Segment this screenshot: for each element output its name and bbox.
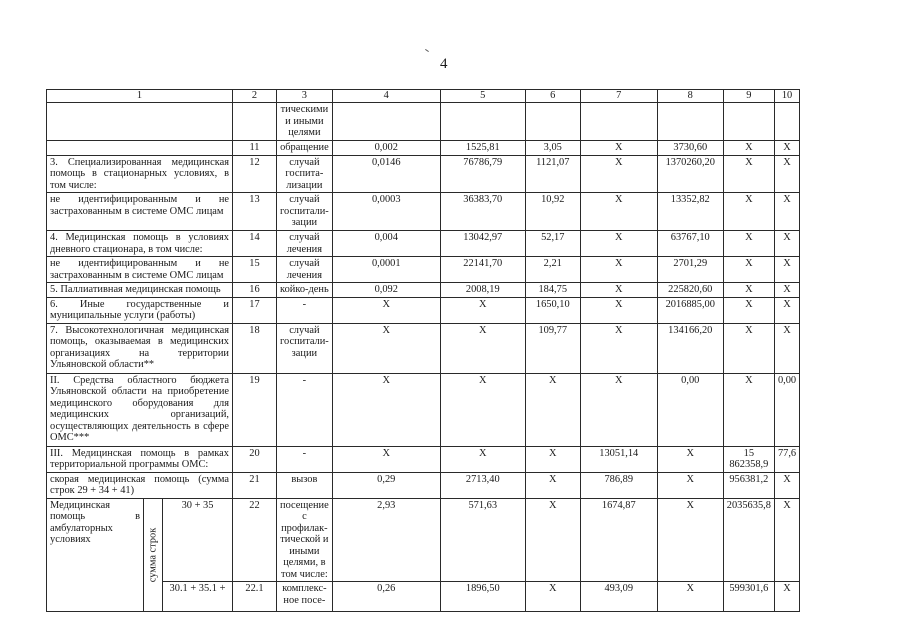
cell-value: X [657,446,723,472]
cell-row-no: 17 [233,297,277,323]
cell-value: 1896,50 [440,582,525,612]
cell-value: X [580,155,657,193]
cell-unit: посещение с профилак-тической и иными целями, в том числе: [277,498,333,582]
cell-row-no: 12 [233,155,277,193]
cell-value: X [580,231,657,257]
cell-value: X [774,498,799,582]
table-row [47,231,800,257]
cell-value: X [723,297,774,323]
cell-row-no: 18 [233,323,277,373]
header-cell: 4 [332,90,440,103]
cell-value: 493,09 [580,582,657,612]
header-cell: 1 [47,90,233,103]
cell-value: 0,00 [774,373,799,446]
cell-row-no: 11 [233,141,277,156]
cell-value: X [657,498,723,582]
cell-row-no: 19 [233,373,277,446]
cell-value [525,103,580,141]
cell-unit: случай лечения [277,257,333,283]
cell-unit: койко-день [277,283,333,298]
cell-value: X [525,498,580,582]
cell-value: 2008,19 [440,283,525,298]
cell-value: X [774,472,799,498]
cell-value: X [774,231,799,257]
cell-value: 225820,60 [657,283,723,298]
cell-value: X [580,193,657,231]
cell-value [332,103,440,141]
cell-value: X [774,297,799,323]
cell-value: X [332,297,440,323]
cell-value [580,103,657,141]
table-row [47,323,800,373]
cell-unit: - [277,297,333,323]
cell-value: 571,63 [440,498,525,582]
cell-value: 3730,60 [657,141,723,156]
table-row [47,103,800,141]
header-cell: 5 [440,90,525,103]
header-cell: 8 [657,90,723,103]
cell-row-no: 20 [233,446,277,472]
cell-value: X [440,446,525,472]
cell-value: 76786,79 [440,155,525,193]
table-row [47,283,800,298]
cell-unit: вызов [277,472,333,498]
cell-value: 2035635,8 [723,498,774,582]
cell-row-no: 22.1 [233,582,277,612]
cell-value: X [525,446,580,472]
cell-row-no: 16 [233,283,277,298]
cell-unit: обращение [277,141,333,156]
cell-name: 5. Паллиативная медицинская помощь [47,283,233,298]
cell-unit: тическими и иными целями [277,103,333,141]
cell-value: 599301,6 [723,582,774,612]
table-row [47,472,800,498]
cell-value: X [657,472,723,498]
cell-value: 1650,10 [525,297,580,323]
cell-unit: комплекс-ное посе- [277,582,333,612]
cell-value: 10,92 [525,193,580,231]
cell-value: X [440,373,525,446]
cell-value: 184,75 [525,283,580,298]
cell-name [47,103,233,141]
cell-value: 77,6 [774,446,799,472]
cell-name: не идентифицированным и не застрахованным в системе ОМС лицам [47,193,233,231]
cell-value: X [525,472,580,498]
cell-name: 7. Высокотехнологичная медицинская помощь, оказываемая в медицинских организациях на территории Ульяновской области** [47,323,233,373]
cell-value: X [774,141,799,156]
cell-value: X [723,257,774,283]
cell-value: X [657,582,723,612]
cell-name: III. Медицинская помощь в рамках территориальной программы ОМС: [47,446,233,472]
cell-value: 15 862358,9 [723,446,774,472]
cell-name: 3. Специализированная медицинская помощь в стационарных условиях, в том числе: [47,155,233,193]
cell-value: 0,00 [657,373,723,446]
cell-value: 2,93 [332,498,440,582]
cell-value: 0,092 [332,283,440,298]
cell-value: 0,0003 [332,193,440,231]
cell-value: 1674,87 [580,498,657,582]
cell-value: X [774,155,799,193]
cell-value: X [723,193,774,231]
cell-value: 13042,97 [440,231,525,257]
cell-name: 6. Иные государственные и муниципальные услуги (работы) [47,297,233,323]
cell-row-no: 13 [233,193,277,231]
cell-value [657,103,723,141]
cell-name: II. Средства областного бюджета Ульяновской области на приобретение медицинского оборудования для медицинских организаций, осуществляющих деятельность в сфере ОМС*** [47,373,233,446]
cell-unit: случай госпита-лизации [277,155,333,193]
cell-value: X [580,141,657,156]
cell-value: 0,004 [332,231,440,257]
cell-value: 52,17 [525,231,580,257]
cell-value: X [525,373,580,446]
cell-name: 4. Медицинская помощь в условиях дневного стационара, в том числе: [47,231,233,257]
cell-value: X [580,373,657,446]
cell-value [723,103,774,141]
vertical-label: сумма строк [147,527,159,583]
cell-value: 109,77 [525,323,580,373]
cell-value: X [723,323,774,373]
cell-value: X [774,323,799,373]
cell-value: 63767,10 [657,231,723,257]
cell-row-no [233,103,277,141]
cell-value: 1525,81 [440,141,525,156]
table-row [47,297,800,323]
cell-value: X [525,582,580,612]
cell-unit: случай лечения [277,231,333,257]
cell-name: не идентифицированным и не застрахованным в системе ОМС лицам [47,257,233,283]
cell-value: X [332,323,440,373]
cell-name: Медицинская помощь в амбулаторных условиях [47,498,144,612]
cell-sub: 30.1 + 35.1 + [163,582,233,612]
cell-value [440,103,525,141]
table-row [47,257,800,283]
cell-value: 22141,70 [440,257,525,283]
cell-unit: - [277,446,333,472]
cell-value: X [332,373,440,446]
cell-value: X [774,283,799,298]
cell-value: 0,26 [332,582,440,612]
cell-value: X [440,297,525,323]
cell-value: 0,0001 [332,257,440,283]
cell-value: X [723,141,774,156]
cell-value [774,103,799,141]
cell-value: X [580,323,657,373]
cell-value: X [440,323,525,373]
cell-unit: случай госпитали-зации [277,323,333,373]
table-row [47,193,800,231]
cell-value: X [580,297,657,323]
cell-value: X [580,257,657,283]
cell-value: 786,89 [580,472,657,498]
header-cell: 10 [774,90,799,103]
cell-name [47,141,233,156]
cell-value: 2701,29 [657,257,723,283]
cell-value: 956381,2 [723,472,774,498]
table-row [47,446,800,472]
cell-value: X [774,193,799,231]
cell-row-no: 22 [233,498,277,582]
cell-unit: случай госпитали-зации [277,193,333,231]
cell-value: X [774,257,799,283]
cell-value: 0,002 [332,141,440,156]
cell-vertical-label [144,498,163,612]
cell-row-no: 14 [233,231,277,257]
budget-table [46,89,800,612]
header-row [47,90,800,103]
cell-value: X [580,283,657,298]
cell-value: X [332,446,440,472]
page-number: 4 [440,56,448,72]
cell-value: 134166,20 [657,323,723,373]
cell-row-no: 21 [233,472,277,498]
cell-value: 1370260,20 [657,155,723,193]
cell-value: 13051,14 [580,446,657,472]
cell-value: 3,05 [525,141,580,156]
cell-value: 0,0146 [332,155,440,193]
header-cell: 7 [580,90,657,103]
table-row [47,373,800,446]
cell-value: 2,21 [525,257,580,283]
cell-value: 2016885,00 [657,297,723,323]
scan-mark [425,49,429,52]
header-cell: 3 [277,90,333,103]
cell-value: X [723,283,774,298]
table-row [47,498,800,582]
cell-value: X [723,231,774,257]
cell-unit: - [277,373,333,446]
cell-row-no: 15 [233,257,277,283]
cell-value: 0,29 [332,472,440,498]
cell-value: 1121,07 [525,155,580,193]
header-cell: 2 [233,90,277,103]
cell-sub: 30 + 35 [163,498,233,582]
cell-name: скорая медицинская помощь (сумма строк 29 + 34 + 41) [47,472,233,498]
cell-value: X [774,582,799,612]
cell-value: 36383,70 [440,193,525,231]
cell-value: 2713,40 [440,472,525,498]
cell-value: X [723,155,774,193]
header-cell: 6 [525,90,580,103]
header-cell: 9 [723,90,774,103]
cell-value: 13352,82 [657,193,723,231]
table-row [47,141,800,156]
cell-value: X [723,373,774,446]
table-row [47,155,800,193]
